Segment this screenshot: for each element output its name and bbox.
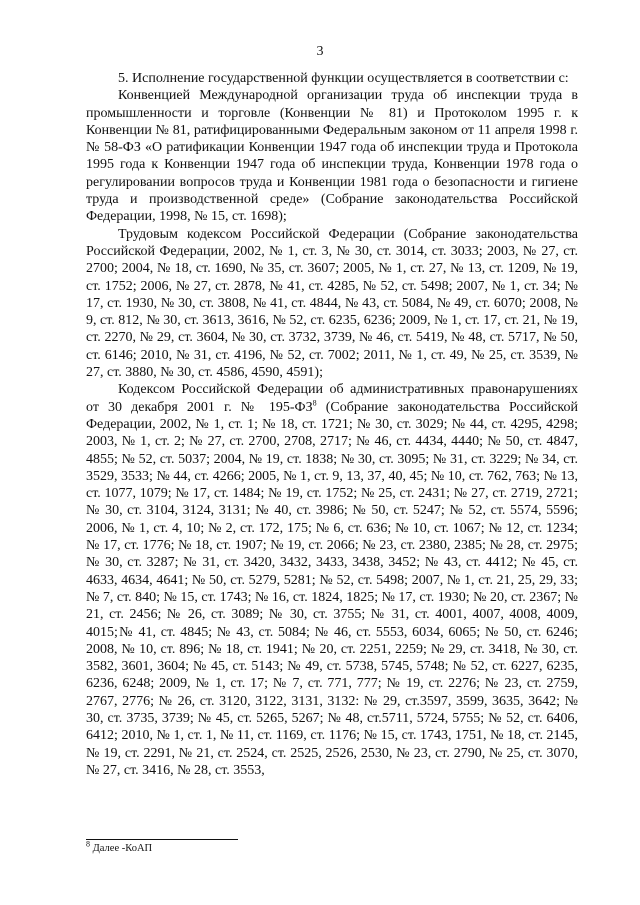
footnote-ref: 8 — [312, 397, 317, 407]
document-body — [86, 70, 578, 779]
koap-title: Кодексом Российской Федерации об административных правонарушениях от 30 декабря 2001 г. № 195-ФЗ — [86, 382, 578, 415]
footnote — [86, 839, 153, 854]
paragraph-labor-code: Трудовым кодексом Российской Федерации (Собрание законодательства Российской Федерации, 2002, № 1, ст. 3, № 30, ст. 3014, ст. 3033; 2003, № 27, ст. 2700; 2004, № 18, ст. 1690, № 35, ст. 3607; 2005, № 1, ст. 27, № 13, ст. 1209, № 19, ст. 1752; 2006, № 27, ст. 2878, № 41, ст. 4285, № 52, ст. 5498; 2007, № 1, ст. 34; № 17, ст. 1930, № 30, ст. 3808, № 41, ст. 4844, № 43, ст. 5084, № 49, ст. 6070; 2008, № 9, ст. 812, № 30, ст. 3613, 3616, № 52, ст. 6235, 6236; 2009, № 1, ст. 17, ст. 21, № 19, ст. 2270, № 29, ст. 3604, № 30, ст. 3732, 3739, № 46, ст. 5419, № 48, ст. 5717, № 50, ст. 6146; 2010, № 31, ст. 4196, № 52, ст. 7002; 2011, № 1, ст. 49, № 25, ст. 3539, № 27, ст. 3880, № 30, ст. 4586, 4590, 4591); — [86, 226, 578, 381]
page-number: 3 — [316, 44, 324, 59]
footnote-text: Далее -КоАП — [92, 843, 153, 854]
paragraph-koap — [86, 381, 578, 779]
footnote-divider — [86, 839, 238, 840]
paragraph-ilo-convention: Конвенцией Международной организации труда об инспекции труда в промышленности и торговле (Конвенции № 81) и Протоколом 1995 г. к Конвенции № 81, ратифицированными Федеральным законом от 11 апреля 1998 г. № 58-ФЗ «О ратификации Конвенции 1947 года об инспекции труда и Протокола 1995 года к Конвенции 1947 года об инспекции труда, Конвенции 1978 года о регулировании вопросов труда и Конвенции 1981 года о безопасности и гигиене труда и производственной среде» (Собрание законодательства Российской Федерации, 1998, № 15, ст. 1698); — [86, 88, 578, 225]
koap-citations: (Собрание законодательства Российской Федерации, 2002, № 1, ст. 1; № 18, ст. 1721; № 30, ст. 3029; № 44, ст. 4295, 4298; 2003, № 1, ст. 2; № 27, ст. 2700, 2708, 2717; № 46, ст. 4434, 4440; № 50, ст. 4847, 4855; № 52, ст. 5037; 2004, № 19, ст. 1838; № 30, ст. 3095; № 31, ст. 3229; № 34, ст. 3529, 3533; № 44, ст. 4266; 2005, № 1, ст. 9, 13, 37, 40, 45; № 10, ст. 762, 763; № 13, ст. 1077, 1079; № 17, ст. 1484; № 19, ст. 1752; № 25, ст. 2431; № 27, ст. 2719, 2721; № 30, ст. 3104, 3124, 3131; № 40, ст. 3986; № 50, ст. 5247; № 52, ст. 5574, 5596; 2006, № 1, ст. 4, 10; № 2, ст. 172, 175; № 6, ст. 636; № 10, ст. 1067; № 12, ст. 1234; № 17, ст. 1776; № 18, ст. 1907; № 19, ст. 2066; № 23, ст. 2380, 2385; № 28, ст. 2975; № 30, ст. 3287; № 31, ст. 3420, 3432, 3433, 3438, 3452; № 43, ст. 4412; № 45, ст. 4633, 4634, 4641; № 50, ст. 5279, 5281; № 52, ст. 5498; 2007, № 1, ст. 21, 25, 29, 33; № 7, ст. 840; № 15, ст. 1743; № 16, ст. 1824, 1825; № 17, ст. 1930; № 20, ст. 2367; № 21, ст. 2456; № 26, ст. 3089; № 30, ст. 3755; № 31, ст. 4001, 4007, 4008, 4009, 4015;№ 41, ст. 4845; № 43, ст. 5084; № 46, ст. 5553, 6034, 6065; № 50, ст. 6246; 2008, № 10, ст. 896; № 18, ст. 1941; № 20, ст. 2251, 2259; № 29, ст. 3418, № 30, ст. 3582, 3601, 3604; № 45, ст. 5143; № 49, ст. 5738, 5745, 5748; № 52, ст. 6227, 6235, 6236, 6248; 2009, № 1, ст. 17; № 7, ст. 771, 777; № 19, ст. 2276; № 23, ст. 2759, 2767, 2776; № 26, ст. 3120, 3122, 3131, 3132: № 29, ст.3597, 3599, 3635, 3642; № 30, ст. 3735, 3739; № 45, ст. 5265, 5267; № 48, ст.5711, 5724, 5755; № 52, ст. 6406, 6412; 2010, № 1, ст. 1, № 11, ст. 1169, ст. 1176; № 15, ст. 1743, 1751, № 18, ст. 2145, № 19, ст. 2291, № 21, ст. 2524, ст. 2525, 2526, 2530, № 23, ст. 2790, № 25, ст. 3070, № 27, ст. 3416, № 28, ст. 3553, — [86, 399, 578, 778]
paragraph-intro: 5. Исполнение государственной функции осуществляется в соответствии с: — [118, 71, 569, 86]
footnote-mark: 8 — [86, 839, 90, 849]
